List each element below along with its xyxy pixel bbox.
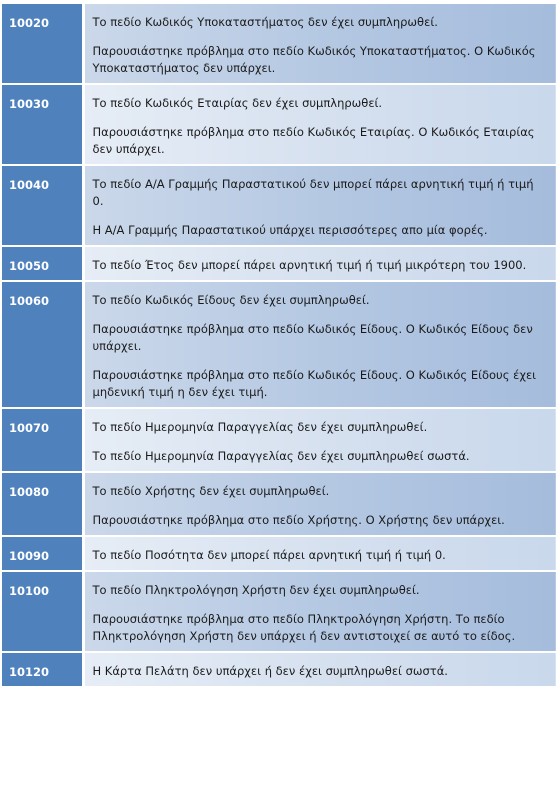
- error-row-10100: [2, 571, 556, 652]
- error-description: [83, 408, 556, 472]
- error-row-10040: [2, 165, 556, 246]
- error-message: Παρουσιάστηκε πρόβλημα στο πεδίο Χρήστης. Ο Χρήστης δεν υπάρχει.: [92, 513, 505, 527]
- error-message: Το πεδίο Ημερομηνία Παραγγελίας δεν έχει συμπληρωθεί σωστά.: [92, 449, 470, 463]
- error-row-10020: [2, 3, 556, 84]
- error-row-10050: [2, 246, 556, 281]
- error-message: Παρουσιάστηκε πρόβλημα στο πεδίο Κωδικός Υποκαταστήματος. Ο Κωδικός Υποκαταστήματος δεν υπάρχει.: [92, 44, 536, 75]
- error-row-10030: [2, 84, 556, 165]
- error-message: Παρουσιάστηκε πρόβλημα στο πεδίο Κωδικός Είδους. Ο Κωδικός Είδους έχει μηδενική τιμή η δεν έχει τιμή.: [92, 368, 537, 399]
- error-row-10060: [2, 281, 556, 408]
- error-message: Παρουσιάστηκε πρόβλημα στο πεδίο Κωδικός Εταιρίας. Ο Κωδικός Εταιρίας δεν υπάρχει.: [92, 125, 535, 156]
- error-codes-table-body: [2, 3, 556, 687]
- error-row-10070: [2, 408, 556, 472]
- error-message: Παρουσιάστηκε πρόβλημα στο πεδίο Πληκτρολόγηση Χρήστη. Το πεδίο Πληκτρολόγηση Χρήστη δεν υπάρχει ή δεν αντιστοιχεί σε αυτό το είδος.: [92, 612, 516, 643]
- error-description: [83, 571, 556, 652]
- error-message: Η Α/Α Γραμμής Παραστατικού υπάρχει περισσότερες απο μία φορές.: [92, 223, 488, 237]
- error-code: 10030: [2, 84, 83, 165]
- error-message: Το πεδίο Κωδικός Εταιρίας δεν έχει συμπληρωθεί.: [92, 96, 383, 110]
- error-message: Το πεδίο Κωδικός Είδους δεν έχει συμπληρωθεί.: [92, 293, 370, 307]
- error-code: 10070: [2, 408, 83, 472]
- error-message: Το πεδίο Πληκτρολόγηση Χρήστη δεν έχει συμπληρωθεί.: [92, 583, 420, 597]
- error-code: 10060: [2, 281, 83, 408]
- error-message: Παρουσιάστηκε πρόβλημα στο πεδίο Κωδικός Είδους. Ο Κωδικός Είδους δεν υπάρχει.: [92, 322, 533, 353]
- error-description: [83, 652, 556, 687]
- error-message: Το πεδίο Α/Α Γραμμής Παραστατικού δεν μπορεί πάρει αρνητική τιμή ή τιμή 0.: [92, 177, 534, 208]
- error-description: [83, 246, 556, 281]
- error-message: Το πεδίο Ποσότητα δεν μπορεί πάρει αρνητική τιμή ή τιμή 0.: [92, 548, 446, 562]
- error-code: 10100: [2, 571, 83, 652]
- error-description: [83, 165, 556, 246]
- error-code: 10080: [2, 472, 83, 536]
- error-description: [83, 472, 556, 536]
- error-message: Η Κάρτα Πελάτη δεν υπάρχει ή δεν έχει συμπληρωθεί σωστά.: [92, 664, 448, 678]
- error-description: [83, 536, 556, 571]
- error-row-10120: [2, 652, 556, 687]
- error-description: [83, 281, 556, 408]
- error-codes-table: [2, 2, 556, 688]
- error-row-10090: [2, 536, 556, 571]
- error-code: 10040: [2, 165, 83, 246]
- error-message: Το πεδίο Έτος δεν μπορεί πάρει αρνητική τιμή ή τιμή μικρότερη του 1900.: [92, 258, 527, 272]
- error-code: 10050: [2, 246, 83, 281]
- error-description: [83, 84, 556, 165]
- error-message: Το πεδίο Χρήστης δεν έχει συμπληρωθεί.: [92, 484, 330, 498]
- error-code: 10020: [2, 3, 83, 84]
- error-code: 10090: [2, 536, 83, 571]
- error-row-10080: [2, 472, 556, 536]
- error-description: [83, 3, 556, 84]
- error-message: Το πεδίο Ημερομηνία Παραγγελίας δεν έχει συμπληρωθεί.: [92, 420, 428, 434]
- error-code: 10120: [2, 652, 83, 687]
- error-message: Το πεδίο Κωδικός Υποκαταστήματος δεν έχει συμπληρωθεί.: [92, 15, 438, 29]
